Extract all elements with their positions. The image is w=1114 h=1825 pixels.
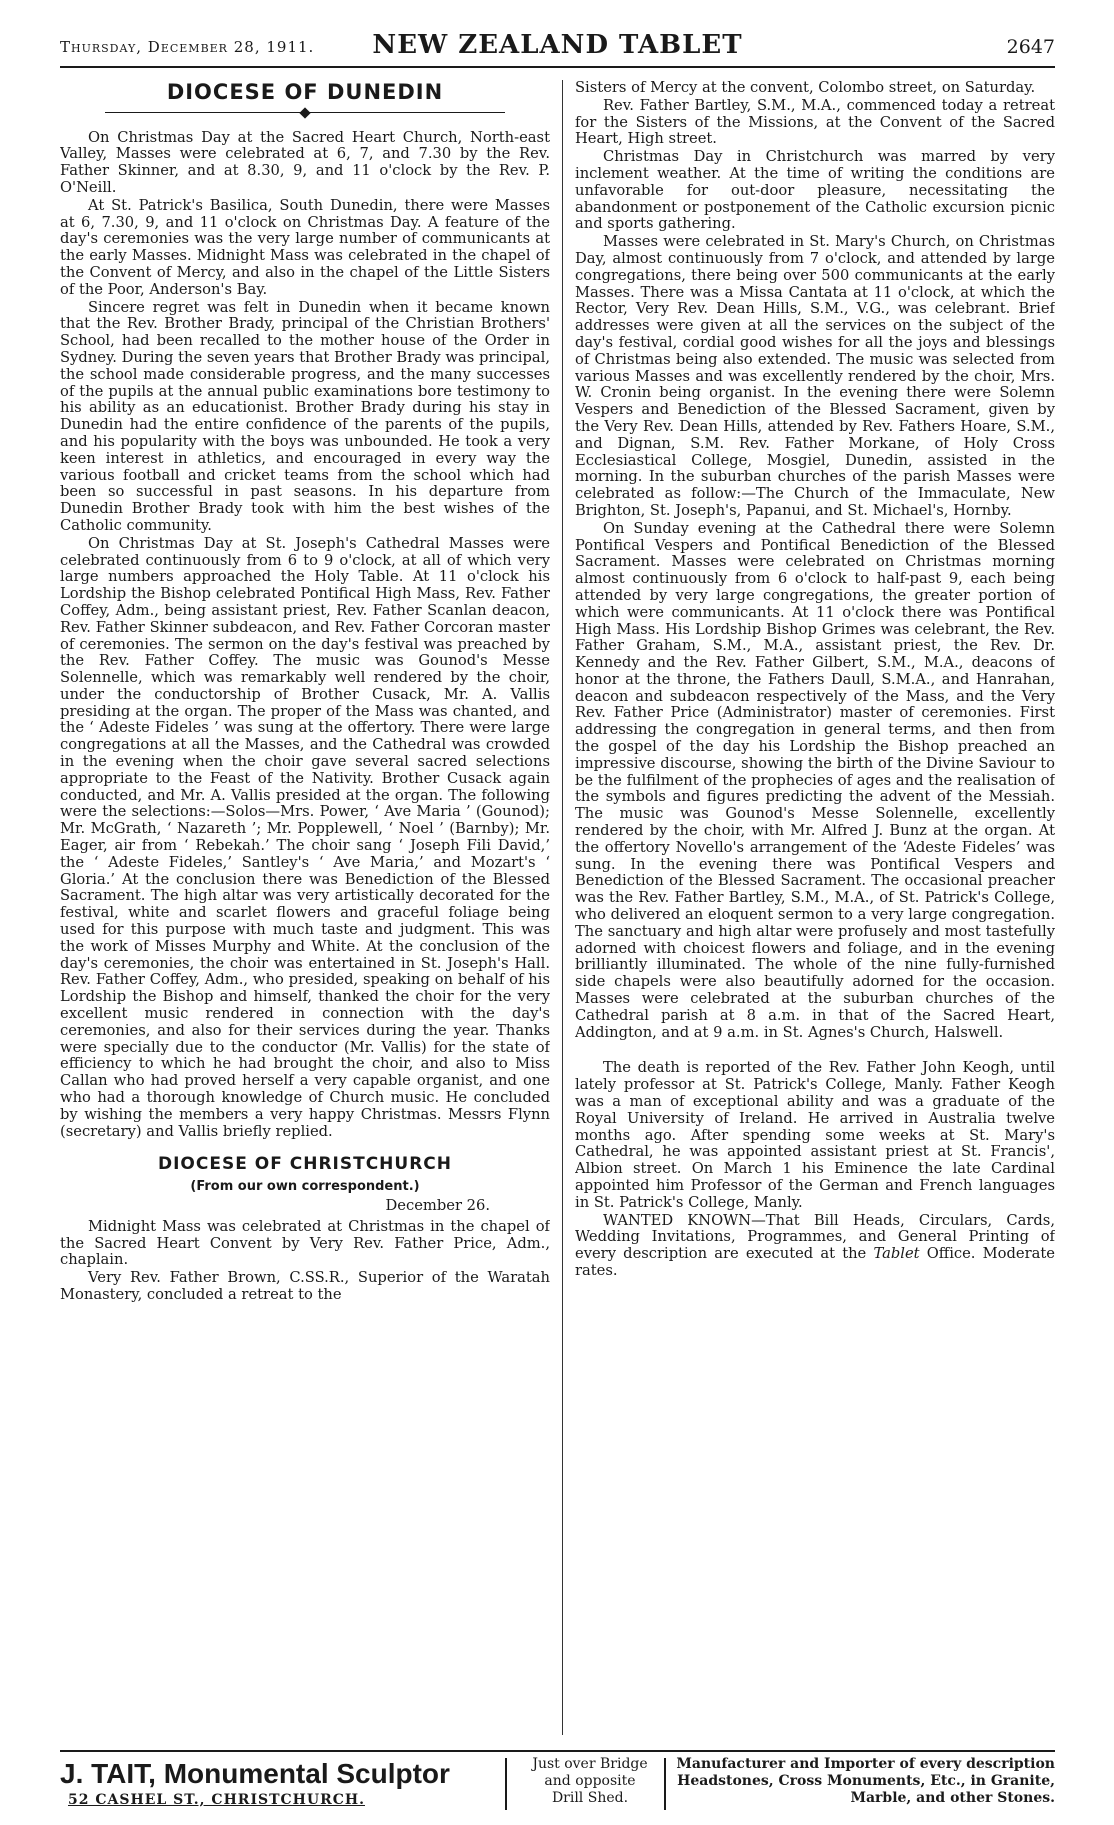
tablet-name: Tablet [873,1245,920,1263]
article-paragraph: Sisters of Mercy at the convent, Colombo street, on Saturday. [575,80,1036,96]
description-line: Manufacturer and Importer of every description [676,1756,1055,1772]
correspondent-note: (From our own correspondent.) [190,1179,420,1195]
article-paragraph: Christmas Day in Christchurch was marred by very inclement weather. At the time of writing the conditions are unfavorable for out-door pleasure, necessitating the abandonment or postponement of the Catholic excursion picnic and sports gathering. [575,148,1055,233]
advert-location [520,1756,660,1807]
advertiser-address: 52 CASHEL ST., CHRISTCHURCH. [68,1792,365,1808]
location-line: and opposite [544,1773,636,1789]
advert-description [674,1756,1055,1807]
advertisement [60,1750,1055,1812]
right-column [575,80,1055,1730]
description-line: Marble, and other Stones. [850,1790,1055,1806]
wanted-tail: Office. Moderate rates. [575,1245,1055,1279]
article-paragraph: On Sunday evening at the Cathedral there were Solemn Pontifical Vespers and Pontifical Benediction of the Blessed Sacrament. Masses were celebrated on Christmas morning almost continuously from 6 o'clock to half-past 9, each being attended by very large congregations, the greater portion of which were communicants. At 11 o'clock there was Pontifical High Mass. His Lordship Bishop Grimes was celebrant, the Rev. Father Graham, S.M., M.A., assistant priest, the Rev. Dr. Kennedy and the Rev. Father Gilbert, S.M., M.A., deacons of honor at the throne, the Fathers Daull, S.M.A., and Hanrahan, deacon and subdeacon respectively of the Mass, and the Very Rev. Father Price (Administrator) master of ceremonies. First addressing the congregation in general terms, and then from the gospel of the day his Lordship the Bishop preached an impressive discourse, showing the birth of the Divine Saviour to be the fulfilment of the prophecies of ages and the realisation of the symbols and figures predicting the advent of the Messiah. The music was Gounod's Messe Solennelle, excellently rendered by the choir, with Mr. Alfred J. Bunz at the organ. At the offertory Novello's arrangement of the ‘Adeste Fideles’ was sung. In the evening there was Pontifical Vespers and Benediction of the Blessed Sacrament. The occasional preacher was the Rev. Father Bartley, S.M., M.A., of St. Patrick's College, who delivered an eloquent sermon to a very large congregation. The sanctuary and high altar were profusely and most tastefully adorned with choicest flowers and foliage, and in the evening brilliantly illuminated. The whole of the nine fully-furnished side chapels were also beautifully adorned for the occasion. Masses were celebrated at the suburban churches of the Cathedral parish at 8 a.m. in that of the Sacred Heart, Addington, and at 9 a.m. in St. Agnes's Church, Halswell. [575,519,1055,1041]
advertiser-name: J. TAIT, Monumental Sculptor [60,1758,450,1789]
article-paragraph: On Christmas Day at St. Joseph's Cathedral Masses were celebrated continuously from 6 to 9 o'clock, at all of which very large numbers approached the Holy Table. At 11 o'clock his Lordship the Bishop celebrated Pontifical High Mass, Rev. Father Coffey, Adm., being assistant priest, Rev. Father Scanlan deacon, Rev. Father Skinner subdeacon, and Rev. Father Corcoran master of ceremonies. The sermon on the day's festival was preached by the Rev. Father Coffey. The music was Gounod's Messe Solennelle, which was remarkably well rendered by the choir, under the conductorship of Brother Cusack, Mr. A. Vallis presiding at the organ. The proper of the Mass was chanted, and the ‘ Adeste Fideles ’ was sung at the offertory. There were large congregations at all the Masses, and the Cathedral was crowded in the evening when the choir gave several sacred selections appropriate to the Feast of the Nativity. Brother Cusack again conducted, and Mr. A. Vallis presided at the organ. The following were the selections:—Solos—Mrs. Power, ‘ Ave Maria ’ (Gounod); Mr. McGrath, ‘ Nazareth ’; Mr. Popplewell, ‘ Noel ’ (Barnby); Mr. Eager, air from ‘ Rebekah.’ The choir sang ‘ Joseph Fili David,’ the ‘ Adeste Fideles,’ Santley's ‘ Ave Maria,’ and Mozart's ‘ Gloria.’ At the conclusion there was Benediction of the Blessed Sacrament. The high altar was very artistically decorated for the festival, white and scarlet flowers and graceful foliage being used for this purpose with much taste and judgment. This was the work of Misses Murphy and White. At the conclusion of the day's ceremonies, the choir was entertained in St. Joseph's Hall. Rev. Father Coffey, Adm., who presided, speaking on behalf of his Lordship the Bishop and himself, thanked the choir for the very excellent music rendered in connection with the day's ceremonies, and also for their services during the year. Thanks were specially due to the conductor (Mr. Vallis) for the state of efficiency to which he had brought the choir, and also to Miss Callan who had proved herself a very capable organist, and one who had a thorough knowledge of Church music. He concluded by wishing the members a very happy Christmas. Messrs Flynn (secretary) and Vallis briefly replied. [60,534,550,1140]
article-paragraph: Very Rev. Father Brown, C.SS.R., Superior of the Waratah Monastery, concluded a retreat to the [60,1269,550,1303]
page-number: 2647 [1006,36,1055,58]
article-paragraph: Midnight Mass was celebrated at Christmas in the chapel of the Sacred Heart Convent by Very Rev. Father Price, Adm., chaplain. [60,1217,550,1269]
issue-date: Thursday, December 28, 1911. [60,38,315,56]
heading-ornament [60,105,550,122]
article-paragraph: Masses were celebrated in St. Mary's Church, on Christmas Day, almost continuously from 7 o'clock, and attended by large congregations, there being over 500 communicants at the early Masses. There was a Missa Cantata at 11 o'clock, at which the Rector, Very Rev. Dean Hills, S.M., V.G., was celebrant. Brief addresses were given at all the services on the subject of the day's festival, cordial good wishes for all the joys and blessings of Christmas being also extended. The music was selected from various Masses and was excellently rendered by the choir, Mrs. W. Cronin being organist. In the evening there were Solemn Vespers and Benediction of the Blessed Sacrament, given by the Very Rev. Dean Hills, attended by Rev. Fathers Hoare, S.M., and Dignan, S.M. Rev. Father Morkane, of Holy Cross Ecclesiastical College, Mosgiel, Dunedin, assisted in the morning. In the suburban churches of the parish Masses were celebrated as follow:—The Church of the Immaculate, New Brighton, St. Joseph's, Papanui, and St. Michael's, Hornby. [575,233,1055,519]
page-header [60,30,1055,68]
location-line: Drill Shed. [551,1790,629,1806]
dunedin-heading: DIOCESE OF DUNEDIN [166,80,444,104]
left-brace [505,1758,517,1810]
wanted-text: WANTED KNOWN—That Bill Heads, Circulars, Cards, Wedding Invitations, Programmes, and General Printing of every description are executed at the [575,1211,1055,1263]
masthead-title: NEW ZEALAND TABLET [372,30,743,60]
left-column [60,80,550,1730]
dateline: December 26. [385,1197,490,1214]
christchurch-heading: DIOCESE OF CHRISTCHURCH [158,1154,452,1175]
article-paragraph: At St. Patrick's Basilica, South Dunedin, there were Masses at 6, 7.30, 9, and 11 o'clock on Christmas Day. A feature of the day's ceremonies was the very large number of communicants at the early Masses. Midnight Mass was celebrated in the chapel of the Convent of Mercy, and also in the chapel of the Little Sisters of the Poor, Anderson's Bay. [60,196,550,298]
article-paragraph: Rev. Father Bartley, S.M., M.A., commenced today a retreat for the Sisters of the Missions, at the Convent of the Sacred Heart, High street. [575,96,1055,148]
death-notice: The death is reported of the Rev. Father John Keogh, until lately professor at St. Patrick's College, Manly. Father Keogh was a man of exceptional ability and was a graduate of the Royal University of Ireland. He arrived in Australia twelve months ago. After spending some weeks at St. Mary's Cathedral, he was appointed assistant priest at St. Francis', Albion street. On March 1 his Eminence the late Cardinal appointed him Professor of the German and French languages in St. Patrick's College, Manly. [575,1059,1055,1211]
description-line: Headstones, Cross Monuments, Etc., in Granite, [677,1773,1055,1789]
location-line: Just over Bridge [532,1756,648,1772]
article-paragraph: On Christmas Day at the Sacred Heart Church, North-east Valley, Masses were celebrated at 6, 7, and 7.30 by the Rev. Father Skinner, and at 8.30, 9, and 11 o'clock by the Rev. P. O'Neill. [60,128,550,196]
article-paragraph: Sincere regret was felt in Dunedin when it became known that the Rev. Brother Brady, principal of the Christian Brothers' School, had been recalled to the mother house of the Order in Sydney. During the seven years that Brother Brady was principal, the school made considerable progress, and the many successes of the pupils at the annual public examinations bore testimony to his ability as an educationist. Brother Brady during his stay in Dunedin had the entire confidence of the parents of the pupils, and his popularity with the boys was unbounded. He took a very keen interest in athletics, and encouraged in every way the various football and cricket teams from the school which had been so successful in past seasons. In his departure from Dunedin Brother Brady took with him the best wishes of the Catholic community. [60,298,550,534]
column-divider [562,80,563,1735]
wanted-notice [575,1213,1055,1280]
item-separator [575,1042,1055,1060]
